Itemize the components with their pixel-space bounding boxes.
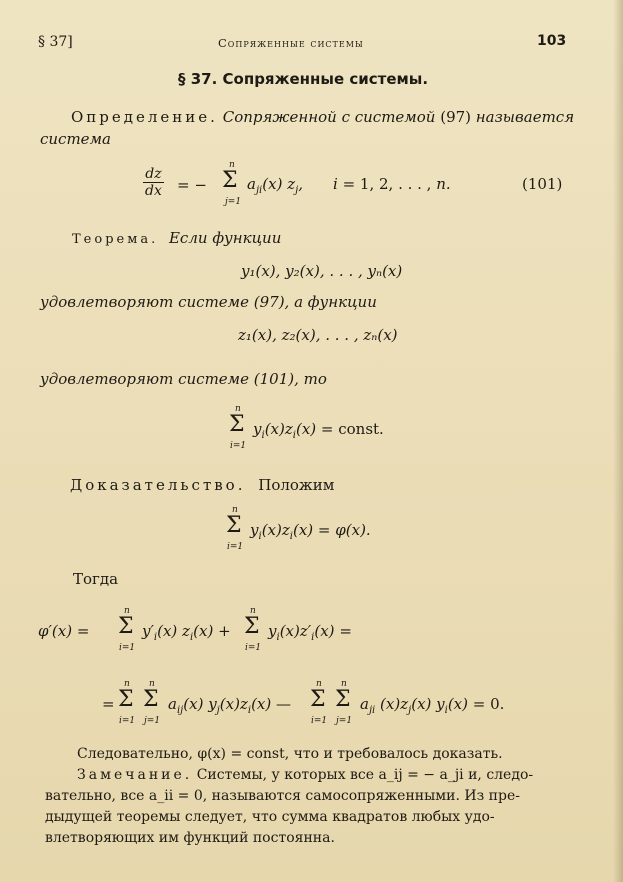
remark-line-3: дыдущей теоремы следует, что сумма квадратов любых удо- <box>45 809 495 825</box>
remark-label: Замечание. <box>77 767 193 783</box>
remark-line-4: влетворяющих им функций постоянна. <box>45 830 335 846</box>
functions-y: y₁(x), y₂(x), . . . , yₙ(x) <box>241 262 403 280</box>
section-title: § 37. Сопряженные системы. <box>178 70 429 88</box>
phi-definition: n Σ i=1 $y_i(x)z_i(x) = \varphi(x)$. <box>226 505 371 552</box>
definition-text-1: Сопряженной с системой <box>222 108 436 126</box>
definition-label: Определение. <box>71 108 218 126</box>
proof-conclusion: Следовательно, φ(x) = const, что и требовалось доказать. <box>77 746 503 762</box>
proof-line <box>70 476 334 494</box>
theorem-line <box>72 229 281 247</box>
derivative-line-1: φ′(x) = n Σ i=1 $y'_i(x) z_i(x)$ + n Σ i=1 $y_i(x)z'_i(x)$ = <box>38 606 352 653</box>
remark-line-1 <box>77 765 533 786</box>
header-section: § 37] <box>38 34 73 50</box>
sum-sign: Σ <box>222 168 238 193</box>
proof-label: Доказательство. <box>70 476 246 494</box>
page-number: 103 <box>537 33 567 49</box>
proof-text-1: Положим <box>258 476 335 494</box>
theorem-label: Теорема. <box>72 232 159 247</box>
definition-text-3: система <box>40 130 111 148</box>
page-edge-shadow <box>613 0 623 882</box>
definition-paragraph <box>71 108 574 126</box>
then-word: Тогда <box>73 570 119 588</box>
running-title: Сопряженные системы <box>218 36 364 50</box>
theorem-conclusion: n Σ i=1 $y_i(x)z_i(x)$ = const. <box>229 404 384 451</box>
remark-text-1: Системы, у которых все a_ij = − a_ji и, следо- <box>196 767 534 783</box>
theorem-text-1: Если функции <box>168 229 282 247</box>
derivative-line-2: = n Σ i=1 n Σ j=1 $a_{ij}(x)$ $y_j(x)z_i(x)$ — n Σ i=1 n Σ j=1 $a_{ji}$ $(x)z_j(x) y_i(x) = 0$. <box>102 679 505 726</box>
equation-number: (101) <box>522 175 563 193</box>
definition-text-2: называется <box>475 108 575 126</box>
definition-ref: (97) <box>440 108 472 126</box>
theorem-text-2: удовлетворяют системе (97), а функции <box>40 293 377 311</box>
fraction-dz-dx: $\frac{dz}{dx}$ <box>145 166 162 199</box>
remark-line-2: вательно, все a_ii = 0, называются самосопряженными. Из пре- <box>45 788 520 804</box>
equation-101: $\frac{dz}{dx}$ = − n Σ j=1 $a_{ji}(x)$ $z_j$, i = 1, 2, . . . , n. <box>145 160 451 207</box>
theorem-text-3: удовлетворяют системе (101), то <box>40 370 327 388</box>
functions-z: z₁(x), z₂(x), . . . , zₙ(x) <box>238 326 398 344</box>
